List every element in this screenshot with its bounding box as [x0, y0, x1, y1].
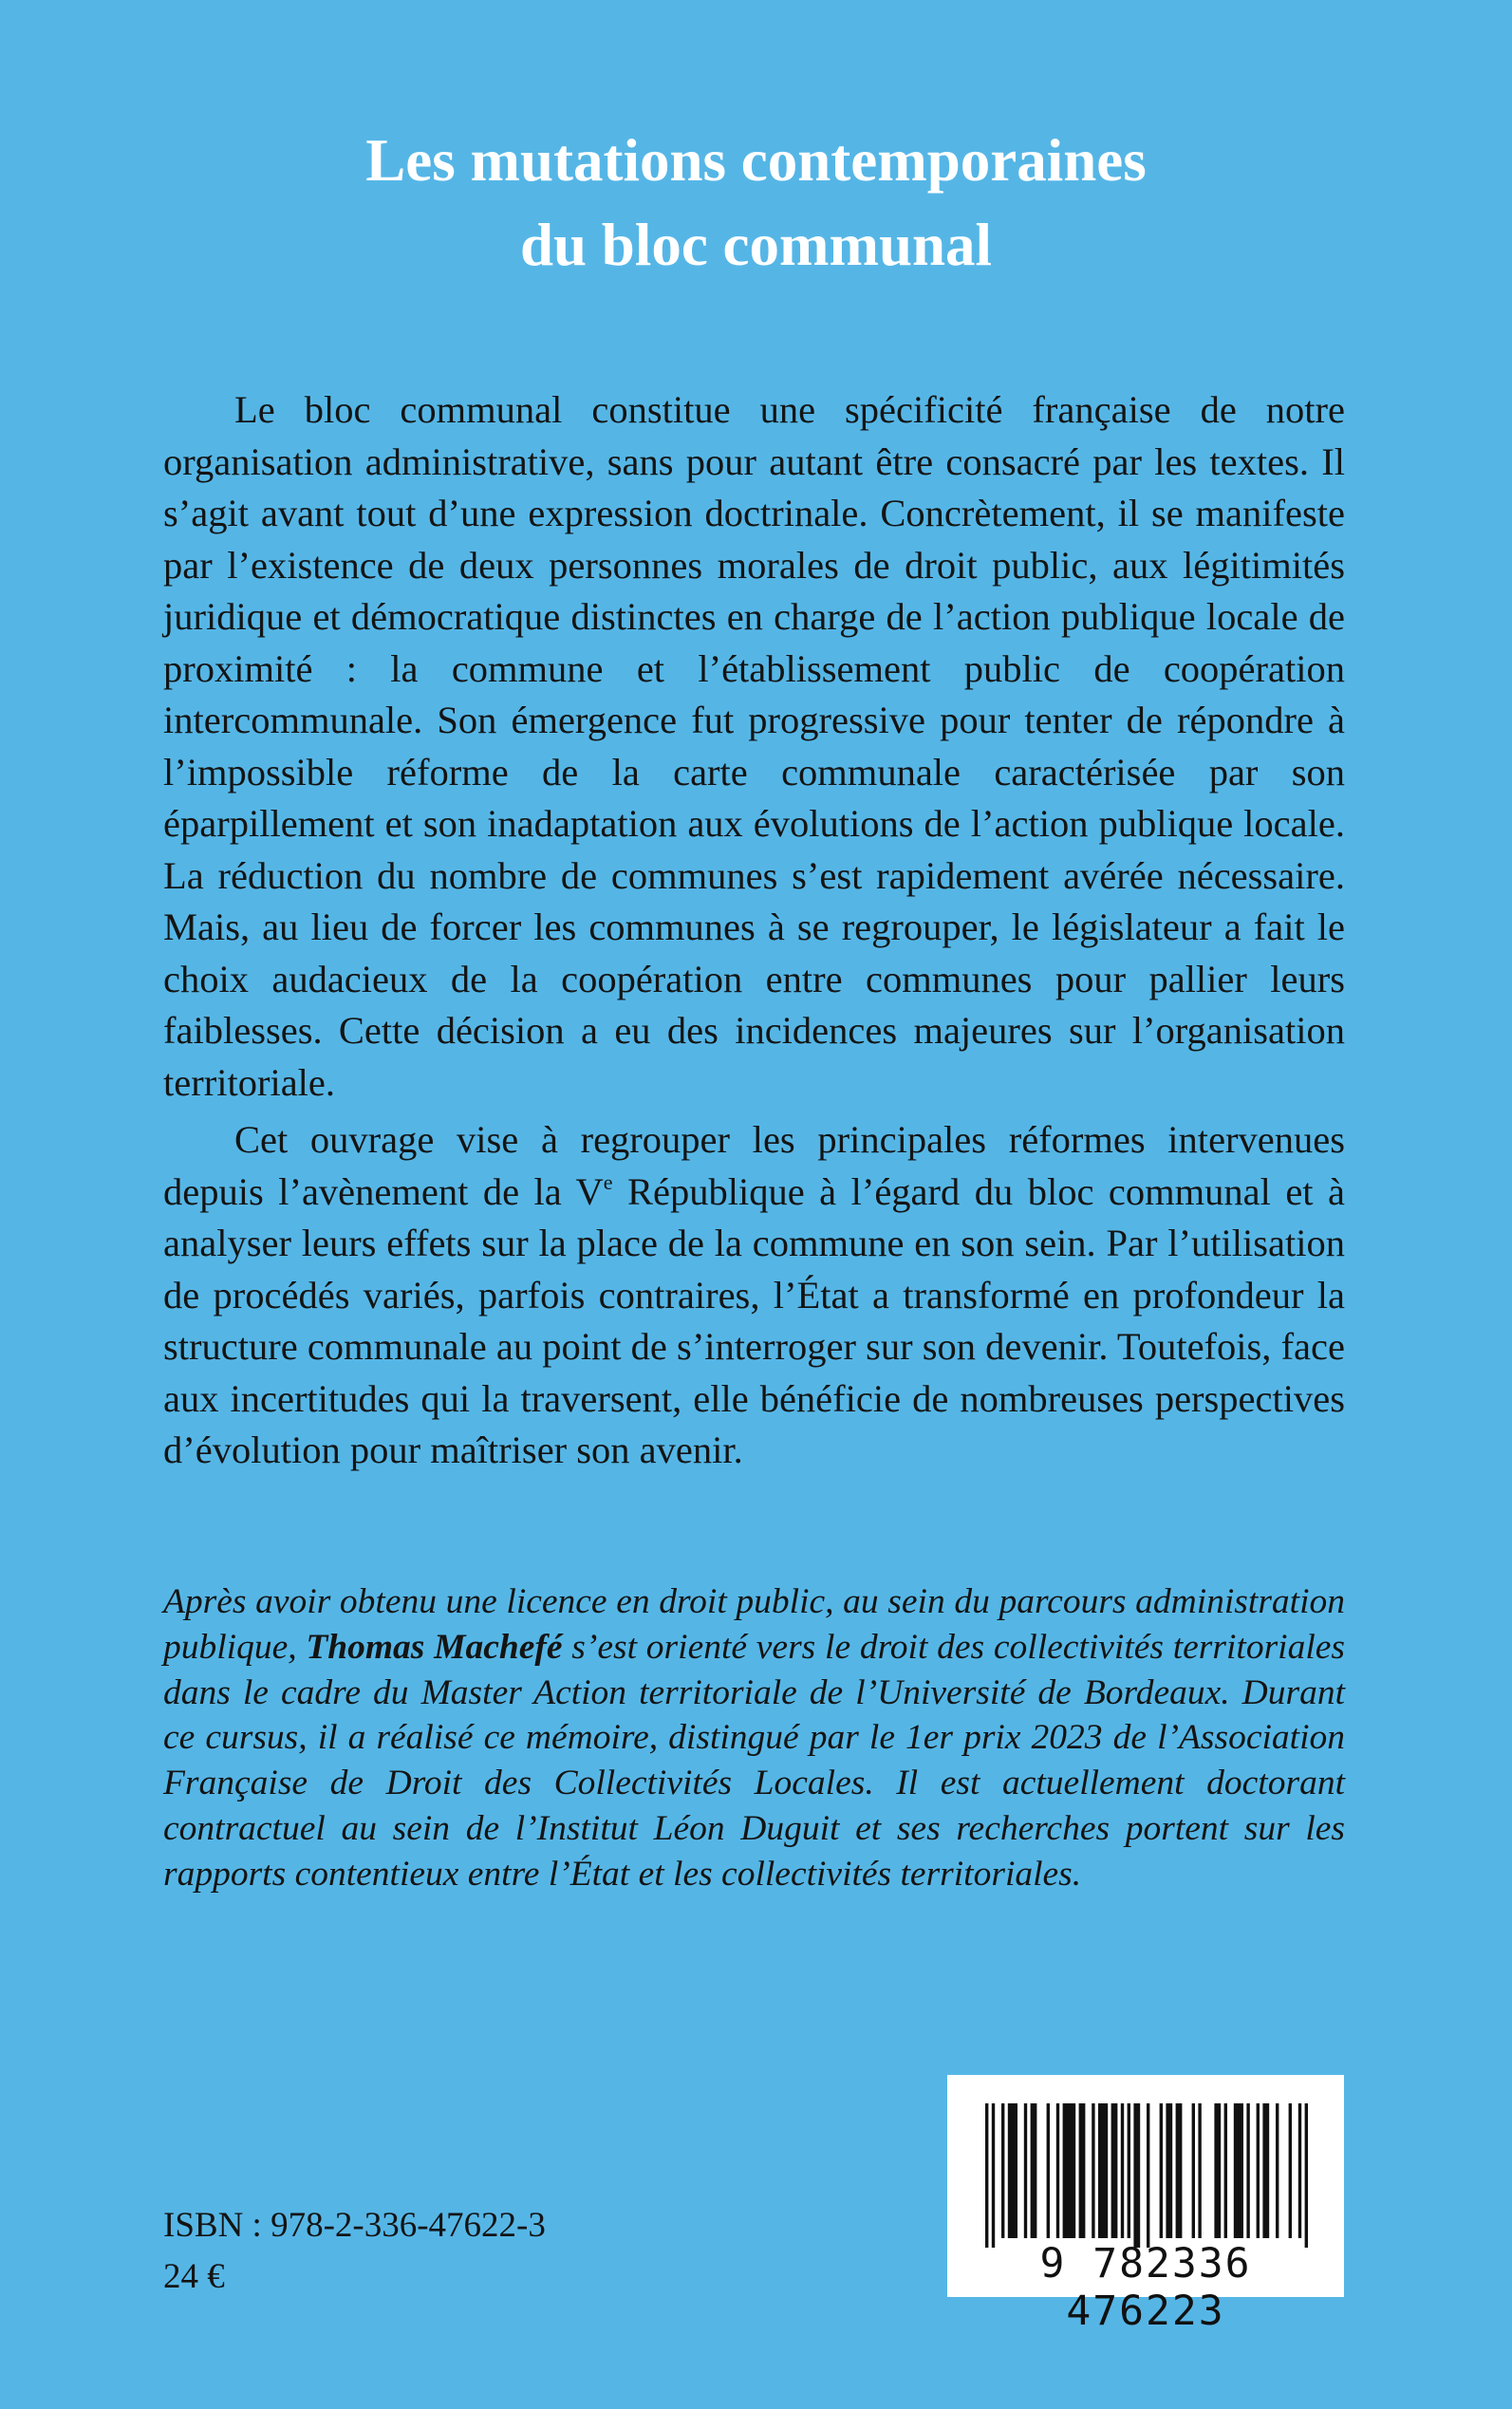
barcode-bar [1198, 2103, 1201, 2238]
bio-end: s’est orienté vers le droit des collectivités territoriales dans le cadre du Master Action territoriale de l’Université de Bordeaux. Durant ce cursus, il a réalisé ce mémoire, distingué par le 1er prix 2023 de l’Association Française de Droit des Collectivités Locales. Il est actuellement doctorant contractuel au sein de l’Institut Léon Duguit et ses recherches portent sur les rapports contentieux entre l’État et les collectivités territoriales. [163, 1627, 1346, 1894]
barcode-bar [1305, 2103, 1308, 2248]
title-line-2: du bloc communal [519, 212, 993, 278]
barcode-bar [1056, 2103, 1059, 2238]
barcode-bar [1031, 2103, 1037, 2238]
title-line-1: Les mutations contemporaines [365, 127, 1147, 194]
barcode-bar [1047, 2103, 1050, 2238]
barcode-bar [1024, 2103, 1027, 2238]
superscript-e: e [603, 1169, 613, 1194]
book-title [0, 119, 1512, 288]
barcode-bar [1092, 2103, 1094, 2238]
barcode-bar [1234, 2103, 1243, 2238]
barcode-bar [1298, 2103, 1301, 2238]
barcode-bar [1192, 2103, 1195, 2238]
barcode-bar [1214, 2103, 1221, 2238]
barcode-bar [1111, 2103, 1118, 2238]
summary-text [163, 384, 1345, 1483]
barcode-bar [1098, 2103, 1108, 2238]
bio-start: Après avoir obtenu une licence en droit public, au sein du parcours administration publique, [163, 1582, 1345, 1667]
summary-paragraph-2-start: Cet ouvrage vise à regrouper les principales réformes intervenues depuis l’avènement de la V [163, 1118, 1345, 1213]
barcode-bar [1257, 2103, 1260, 2238]
barcode-bar [1008, 2103, 1017, 2238]
barcode-bar [1262, 2103, 1269, 2238]
barcode [947, 2075, 1344, 2335]
barcode-bar [1128, 2103, 1130, 2238]
barcode-bar [1224, 2103, 1227, 2238]
summary-paragraph-1: Le bloc communal constitue une spécificité française de notre organisation administrative, sans pour autant être consacré par les textes. Il s’agit avant tout d’une expression doctrinale. Concrètement, il se manifeste par l’existence de deux personnes morales de droit public, aux légitimités juridique et démocratique distinctes en charge de l’action publique locale de proximité : la commune et l’établissement public de coopération intercommunale. Son émergence fut progressive pour tenter de répondre à l’impossible réforme de la carte communale caractérisée par son éparpillement et son inadaptation aux évolutions de l’action publique locale. La réduction du nombre de communes s’est rapidement avérée nécessaire. Mais, au lieu de forcer les communes à se regrouper, le législateur a fait le choix audacieux de la coopération entre communes pour pallier leurs faiblesses. Cette décision a eu des incidences majeures sur l’organisation territoriale. [163, 388, 1345, 1104]
barcode-bar [1001, 2103, 1004, 2238]
barcode-bar [1063, 2103, 1076, 2238]
isbn: ISBN : 978-2-336-47622-3 [163, 2206, 546, 2245]
author-name: Thomas Machefé [306, 1627, 563, 1667]
barcode-bar [1079, 2103, 1086, 2238]
barcode-bar [1160, 2103, 1163, 2238]
barcode-bar [1246, 2103, 1249, 2238]
barcode-bar [1166, 2103, 1172, 2238]
barcode-bar [985, 2103, 988, 2248]
barcode-bar [1121, 2103, 1124, 2238]
barcode-bar [1176, 2103, 1183, 2238]
summary-paragraph-2 [163, 1114, 1345, 1477]
price: 24 € [163, 2257, 225, 2296]
barcode-bar [1133, 2103, 1140, 2248]
author-bio [163, 1579, 1345, 1897]
barcode-bar [1289, 2103, 1292, 2238]
summary-paragraph-2-end: République à l’égard du bloc communal et à analyser leurs effets sur la place de la commune en son sein. Par l’utilisation de procédés variés, parfois contraires, l’État a transformé en profondeur la structure communale au point de s’interroger sur son devenir. Toutefois, face aux incertitudes qui la traversent, elle bénéficie de nombreuses perspectives d’évolution pour maîtriser son avenir. [163, 1169, 1346, 1471]
barcode-bar [1147, 2103, 1149, 2248]
barcode-digits: 9 782336 476223 [1039, 2240, 1252, 2335]
barcode-bar [1276, 2103, 1279, 2238]
barcode-bar [992, 2103, 995, 2248]
